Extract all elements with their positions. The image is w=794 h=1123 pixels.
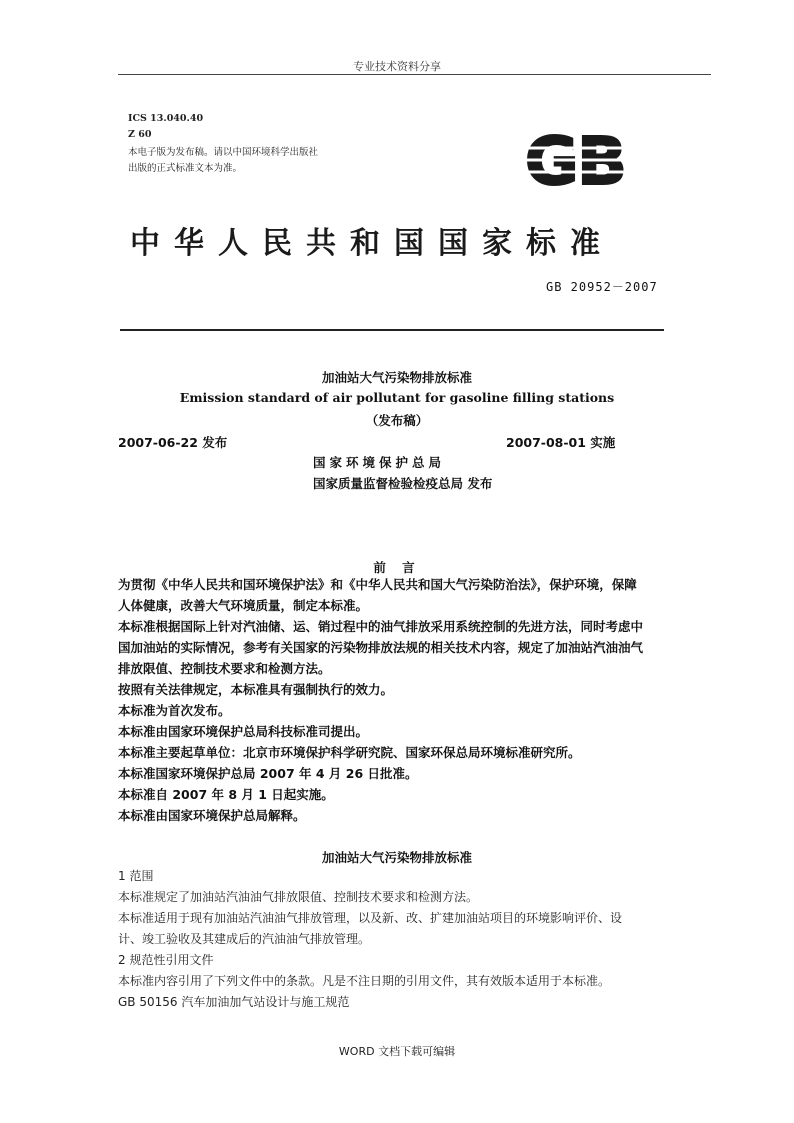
preface-line: 排放限值、控制技术要求和检测方法。 (118, 661, 331, 676)
preface-body (118, 574, 712, 826)
preface-line: 为贯彻《中华人民共和国环境保护法》和《中华人民共和国大气污染防治法》，保护环境，保障 (118, 577, 637, 592)
preface-line: 本标准主要起草单位：北京市环境保护科学研究院、国家环保总局环境标准研究所。 (118, 745, 581, 760)
preface-line: 本标准由国家环境保护总局科技标准司提出。 (118, 724, 369, 739)
section-body (118, 866, 712, 1013)
national-standard-title: 中华人民共和国国家标准 (130, 226, 614, 261)
title-rule (120, 329, 664, 331)
section-line: 1 范围 (118, 869, 154, 883)
preface-line: 国加油站的实际情况，参考有关国家的污染物排放法规的相关技术内容，规定了加油站汽油油气 (118, 640, 644, 655)
preface-heading: 前 言 (373, 560, 421, 575)
standard-title-cn: 加油站大气污染物排放标准 (321, 370, 472, 385)
section-line: 本标准适用于现有加油站汽油油气排放管理，以及新、改、扩建加油站项目的环境影响评价、设 (118, 911, 623, 925)
edition-note-line1: 本电子版为发布稿。请以中国环境科学出版社 (128, 147, 319, 158)
authority-line1: 国家环境保护总局 (313, 455, 446, 470)
section-line: 本标准内容引用了下列文件中的条款。凡是不注日期的引用文件，其有效版本适用于本标准。 (118, 974, 611, 988)
authority-line2: 国家质量监督检验检疫总局 发布 (313, 476, 493, 491)
section-line: 2 规范性引用文件 (118, 953, 214, 967)
section-line: GB 50156 汽车加油加气站设计与施工规范 (118, 995, 350, 1009)
edition-note-line2: 出版的正式标准文本为准。 (128, 163, 243, 174)
gb-logo (508, 126, 642, 194)
page-footer-text: WORD 文档下载可编辑 (338, 1045, 456, 1058)
effective-date: 2007-08-01 实施 (506, 435, 616, 450)
preface-line: 本标准根据国际上针对汽油储、运、销过程中的油气排放采用系统控制的先进方法，同时考虑中 (118, 619, 644, 634)
ics-code: ICS 13.040.40 (128, 113, 204, 124)
preface-line: 人体健康，改善大气环境质量，制定本标准。 (118, 598, 369, 613)
header-rule (118, 74, 711, 75)
section-title: 加油站大气污染物排放标准 (321, 850, 472, 865)
page-header-text: 专业技术资料分享 (353, 60, 441, 73)
section-line: 计、竣工验收及其建成后的汽油油气排放管理。 (118, 932, 371, 946)
issue-date: 2007-06-22 发布 (118, 435, 228, 450)
standard-title-en: Emission standard of air pollutant for gasoline filling stations (179, 390, 615, 405)
svg-text:GB: GB (524, 126, 626, 194)
section-line: 本标准规定了加油站汽油油气排放限值、控制技术要求和检测方法。 (118, 890, 479, 904)
preface-line: 本标准自 2007 年 8 月 1 日起实施。 (118, 787, 334, 802)
preface-line: 本标准国家环境保护总局 2007 年 4 月 26 日批准。 (118, 766, 418, 781)
release-status: （发布稿） (365, 413, 429, 428)
z-code: Z 60 (128, 129, 152, 140)
preface-line: 按照有关法律规定，本标准具有强制执行的效力。 (118, 682, 394, 697)
standard-number: GB 20952－2007 (546, 280, 658, 294)
preface-line: 本标准由国家环境保护总局解释。 (118, 808, 306, 823)
preface-line: 本标准为首次发布。 (118, 703, 231, 718)
